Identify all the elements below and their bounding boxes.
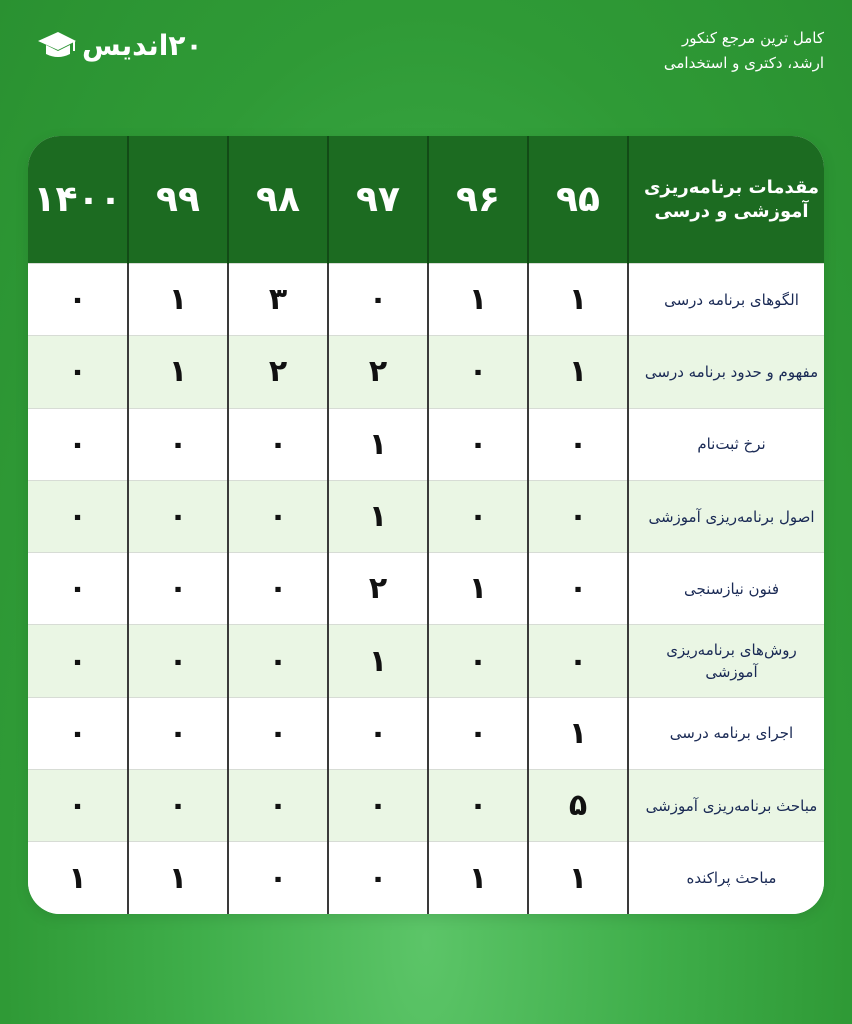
value-cell: ۰ bbox=[128, 770, 228, 842]
value-cell: ۱ bbox=[328, 480, 428, 552]
table-row bbox=[28, 408, 824, 480]
value-cell: ۱ bbox=[528, 697, 628, 769]
value-cell: ۰ bbox=[28, 553, 128, 625]
year-header: ۹۵ bbox=[528, 136, 628, 264]
table-row bbox=[28, 697, 824, 769]
value-cell: ۱ bbox=[428, 842, 528, 914]
topic-cell: مباحث برنامه‌ریزی آموزشی bbox=[628, 770, 824, 842]
year-header: ۹۸ bbox=[228, 136, 328, 264]
value-cell: ۵ bbox=[528, 770, 628, 842]
value-cell: ۰ bbox=[28, 336, 128, 408]
table-row bbox=[28, 553, 824, 625]
topic-cell: نرخ ثبت‌نام bbox=[628, 408, 824, 480]
tagline-line-2: ارشد، دکتری و استخدامی bbox=[663, 54, 824, 72]
value-cell: ۰ bbox=[228, 553, 328, 625]
value-cell: ۰ bbox=[328, 264, 428, 336]
value-cell: ۰ bbox=[28, 264, 128, 336]
table-header-row bbox=[28, 136, 824, 264]
value-cell: ۰ bbox=[428, 480, 528, 552]
value-cell: ۲ bbox=[228, 336, 328, 408]
value-cell: ۱ bbox=[328, 408, 428, 480]
topic-cell: روش‌های برنامه‌ریزی آموزشی bbox=[628, 625, 824, 697]
value-cell: ۱ bbox=[428, 553, 528, 625]
value-cell: ۰ bbox=[28, 625, 128, 697]
table-row bbox=[28, 336, 824, 408]
value-cell: ۰ bbox=[328, 842, 428, 914]
value-cell: ۰ bbox=[328, 770, 428, 842]
value-cell: ۱ bbox=[428, 264, 528, 336]
brand-logo[interactable] bbox=[36, 26, 203, 66]
year-header: ۹۶ bbox=[428, 136, 528, 264]
topic-cell: مباحث پراکنده bbox=[628, 842, 824, 914]
value-cell: ۰ bbox=[228, 842, 328, 914]
value-cell: ۱ bbox=[128, 336, 228, 408]
value-cell: ۰ bbox=[228, 408, 328, 480]
value-cell: ۱ bbox=[528, 336, 628, 408]
table-row bbox=[28, 264, 824, 336]
value-cell: ۰ bbox=[228, 480, 328, 552]
topic-cell: مفهوم و حدود برنامه درسی bbox=[628, 336, 824, 408]
value-cell: ۰ bbox=[528, 553, 628, 625]
value-cell: ۱ bbox=[128, 264, 228, 336]
value-cell: ۰ bbox=[28, 408, 128, 480]
topic-cell: اصول برنامه‌ریزی آموزشی bbox=[628, 480, 824, 552]
value-cell: ۰ bbox=[28, 697, 128, 769]
value-cell: ۰ bbox=[28, 770, 128, 842]
value-cell: ۰ bbox=[428, 336, 528, 408]
value-cell: ۰ bbox=[128, 553, 228, 625]
logo-text: ۲۰اندیس bbox=[82, 29, 203, 62]
value-cell: ۰ bbox=[228, 697, 328, 769]
value-cell: ۱ bbox=[528, 842, 628, 914]
value-cell: ۱ bbox=[28, 842, 128, 914]
table-row bbox=[28, 842, 824, 914]
tagline-line-1: کامل ترین مرجع کنکور bbox=[682, 29, 824, 47]
value-cell: ۰ bbox=[428, 408, 528, 480]
exam-topics-table bbox=[28, 136, 824, 914]
value-cell: ۰ bbox=[428, 697, 528, 769]
table-row bbox=[28, 625, 824, 697]
value-cell: ۰ bbox=[128, 697, 228, 769]
table-row bbox=[28, 770, 824, 842]
table-row bbox=[28, 480, 824, 552]
value-cell: ۲ bbox=[328, 336, 428, 408]
value-cell: ۰ bbox=[428, 625, 528, 697]
tagline bbox=[524, 26, 824, 76]
value-cell: ۰ bbox=[228, 625, 328, 697]
value-cell: ۰ bbox=[128, 625, 228, 697]
value-cell: ۰ bbox=[528, 480, 628, 552]
topic-cell: فنون نیازسنجی bbox=[628, 553, 824, 625]
value-cell: ۰ bbox=[528, 408, 628, 480]
value-cell: ۰ bbox=[228, 770, 328, 842]
value-cell: ۱ bbox=[328, 625, 428, 697]
value-cell: ۰ bbox=[28, 480, 128, 552]
value-cell: ۰ bbox=[328, 697, 428, 769]
topic-column-header: مقدمات برنامه‌ریزی آموزشی و درسی bbox=[628, 136, 824, 264]
value-cell: ۰ bbox=[428, 770, 528, 842]
value-cell: ۲ bbox=[328, 553, 428, 625]
topic-cell: اجرای برنامه درسی bbox=[628, 697, 824, 769]
topic-cell: الگوهای برنامه درسی bbox=[628, 264, 824, 336]
value-cell: ۱ bbox=[528, 264, 628, 336]
value-cell: ۳ bbox=[228, 264, 328, 336]
value-cell: ۰ bbox=[528, 625, 628, 697]
value-cell: ۰ bbox=[128, 408, 228, 480]
value-cell: ۰ bbox=[128, 480, 228, 552]
value-cell: ۱ bbox=[128, 842, 228, 914]
graduation-cap-icon bbox=[36, 29, 78, 63]
year-header: ۱۴۰۰ bbox=[28, 136, 128, 264]
year-header: ۹۷ bbox=[328, 136, 428, 264]
year-header: ۹۹ bbox=[128, 136, 228, 264]
